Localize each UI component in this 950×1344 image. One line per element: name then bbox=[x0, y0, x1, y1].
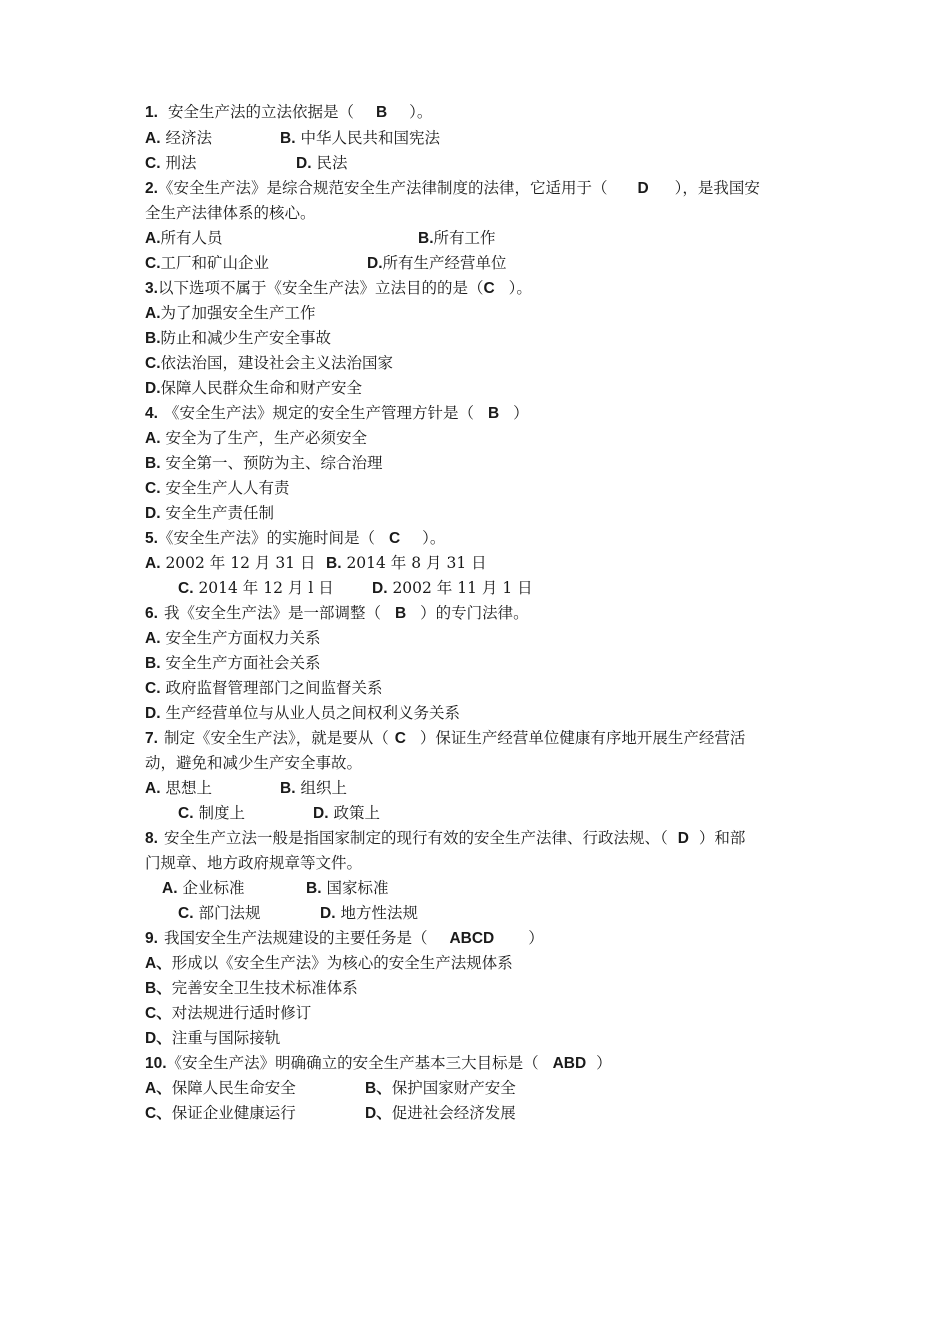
answer: ABCD bbox=[449, 930, 495, 947]
question-9 bbox=[145, 928, 544, 949]
options-row bbox=[326, 553, 487, 574]
options-row bbox=[145, 778, 212, 799]
option-text: 企业标准 bbox=[182, 879, 245, 897]
question-7-continued bbox=[145, 753, 362, 773]
option-label: B. bbox=[280, 780, 296, 797]
option-label: D、 bbox=[365, 1105, 392, 1122]
option-label: C、 bbox=[145, 1105, 172, 1122]
options-row bbox=[365, 1103, 516, 1124]
option-text: 保证企业健康运行 bbox=[171, 1104, 296, 1122]
options-row bbox=[320, 903, 418, 924]
option-label: B. bbox=[145, 655, 161, 672]
option-text: 经济法 bbox=[165, 129, 212, 147]
option-line bbox=[145, 353, 393, 374]
options-row bbox=[145, 253, 269, 274]
question-8-continued bbox=[145, 853, 362, 873]
option-label: A. bbox=[145, 780, 161, 797]
options-row bbox=[296, 153, 347, 174]
question-1 bbox=[145, 102, 432, 123]
question-text-end: ）的专门法律。 bbox=[420, 604, 529, 622]
question-2 bbox=[145, 178, 760, 199]
question-text: 以下选项不属于《安全生产法》立法目的的是（ bbox=[157, 279, 484, 297]
question-number: 6. bbox=[145, 605, 158, 622]
question-6 bbox=[145, 603, 529, 624]
option-label: A. bbox=[145, 305, 161, 322]
question-text: 安全生产法的立法依据是（ bbox=[167, 103, 354, 121]
question-text-end: ） bbox=[596, 1054, 612, 1072]
question-number: 7. bbox=[145, 730, 158, 747]
option-text: 制度上 bbox=[198, 804, 245, 822]
option-label: B. bbox=[326, 555, 342, 572]
options-row bbox=[372, 578, 533, 599]
option-text: 中华人民共和国宪法 bbox=[300, 129, 440, 147]
answer: B bbox=[375, 104, 388, 121]
option-text: 2002 年 11 月 1 日 bbox=[392, 579, 533, 597]
option-text: 所有工作 bbox=[433, 229, 496, 247]
option-line bbox=[145, 303, 316, 324]
options-row bbox=[145, 1103, 296, 1124]
question-text-end: ） bbox=[513, 404, 529, 422]
question-number: 2. bbox=[145, 180, 158, 197]
question-text-end: ）和部 bbox=[698, 829, 746, 847]
option-text: 2002 年 12 月 31 日 bbox=[165, 554, 316, 572]
answer: ABD bbox=[552, 1055, 587, 1072]
option-text: 刑法 bbox=[165, 154, 197, 172]
option-label: D. bbox=[320, 905, 336, 922]
option-text: 生产经营单位与从业人员之间权利义务关系 bbox=[165, 704, 460, 722]
question-text: 动，避免和减少生产安全事故。 bbox=[145, 754, 363, 772]
option-label: A. bbox=[145, 555, 161, 572]
question-number: 3. bbox=[145, 280, 158, 297]
option-label: D. bbox=[145, 505, 161, 522]
option-label: D. bbox=[372, 580, 388, 597]
option-label: A、 bbox=[145, 1080, 172, 1097]
option-text: 依法治国，建设社会主义法治国家 bbox=[160, 354, 394, 372]
option-label: C. bbox=[145, 355, 161, 372]
question-text: 我国安全生产法规建设的主要任务是（ bbox=[163, 929, 428, 947]
options-row bbox=[145, 128, 212, 149]
option-text: 2014 年 12 月 l 日 bbox=[198, 579, 334, 597]
question-text: 《安全生产法》是综合规范安全生产法律制度的法律，它适用于（ bbox=[157, 179, 608, 197]
option-label: B. bbox=[145, 455, 161, 472]
options-row bbox=[306, 878, 388, 899]
options-row bbox=[418, 228, 496, 249]
options-row bbox=[367, 253, 507, 274]
option-text: 工厂和矿山企业 bbox=[160, 254, 270, 272]
question-text: 全生产法律体系的核心。 bbox=[145, 204, 316, 222]
options-row bbox=[178, 578, 334, 599]
option-text: 保障人民群众生命和财产安全 bbox=[160, 379, 363, 397]
question-5 bbox=[145, 528, 445, 549]
question-text-end: ）。 bbox=[508, 279, 532, 297]
option-text: 政府监督管理部门之间监督关系 bbox=[165, 679, 383, 697]
option-text: 组织上 bbox=[300, 779, 347, 797]
option-text: 思想上 bbox=[165, 779, 212, 797]
question-text: 《安全生产法》明确确立的安全生产基本三大目标是（ bbox=[166, 1054, 539, 1072]
option-label: B. bbox=[145, 330, 161, 347]
question-text: 我《安全生产法》是一部调整（ bbox=[163, 604, 381, 622]
question-text: 《安全生产法》的实施时间是（ bbox=[157, 529, 375, 547]
option-text: 安全生产方面社会关系 bbox=[165, 654, 321, 672]
option-line bbox=[145, 1028, 280, 1049]
options-row bbox=[280, 128, 440, 149]
option-line bbox=[145, 428, 367, 449]
question-text-end: ）。 bbox=[422, 529, 446, 547]
option-line bbox=[145, 328, 331, 349]
options-row bbox=[178, 803, 245, 824]
option-text: 防止和减少生产安全事故 bbox=[160, 329, 332, 347]
question-number: 8. bbox=[145, 830, 158, 847]
option-label: A、 bbox=[145, 955, 172, 972]
option-line bbox=[145, 653, 320, 674]
option-line bbox=[145, 628, 320, 649]
option-label: C. bbox=[145, 255, 161, 272]
option-label: A. bbox=[162, 880, 178, 897]
options-row bbox=[162, 878, 244, 899]
option-text: 形成以《安全生产法》为核心的安全生产法规体系 bbox=[171, 954, 513, 972]
question-text-end: ），是我国安 bbox=[674, 179, 760, 197]
question-number: 1. bbox=[145, 104, 158, 121]
question-text-end: ）保证生产经营单位健康有序地开展生产经营活 bbox=[419, 729, 746, 747]
question-number: 10. bbox=[145, 1055, 167, 1072]
question-text-end: ）。 bbox=[409, 103, 433, 121]
option-label: A. bbox=[145, 130, 161, 147]
option-text: 部门法规 bbox=[198, 904, 261, 922]
question-text: 门规章、地方政府规章等文件。 bbox=[145, 854, 363, 872]
answer: B bbox=[487, 405, 500, 422]
option-line bbox=[145, 453, 382, 474]
options-row bbox=[145, 1078, 296, 1099]
options-row bbox=[145, 553, 315, 574]
option-label: B. bbox=[280, 130, 296, 147]
option-label: C. bbox=[178, 805, 194, 822]
option-label: D、 bbox=[145, 1030, 172, 1047]
option-text: 安全生产人人有责 bbox=[165, 479, 290, 497]
option-label: C. bbox=[145, 155, 161, 172]
question-number: 4. bbox=[145, 405, 158, 422]
option-text: 政策上 bbox=[333, 804, 380, 822]
options-row bbox=[145, 228, 223, 249]
option-text: 安全第一、预防为主、综合治理 bbox=[165, 454, 383, 472]
answer: D bbox=[637, 180, 649, 197]
option-text: 完善安全卫生技术标准体系 bbox=[171, 979, 358, 997]
option-text: 安全生产责任制 bbox=[165, 504, 274, 522]
question-3 bbox=[145, 278, 532, 299]
option-label: A. bbox=[145, 630, 161, 647]
option-text: 2014 年 8 月 31 日 bbox=[346, 554, 487, 572]
option-text: 民法 bbox=[316, 154, 348, 172]
option-label: A. bbox=[145, 430, 161, 447]
option-label: C. bbox=[145, 680, 161, 697]
option-text: 为了加强安全生产工作 bbox=[160, 304, 316, 322]
option-label: B. bbox=[418, 230, 434, 247]
option-text: 安全生产方面权力关系 bbox=[165, 629, 321, 647]
option-line bbox=[145, 378, 362, 399]
option-label: D. bbox=[313, 805, 329, 822]
option-label: D. bbox=[145, 705, 161, 722]
option-label: C、 bbox=[145, 1005, 172, 1022]
option-line bbox=[145, 678, 382, 699]
question-7 bbox=[145, 728, 745, 749]
options-row bbox=[145, 153, 196, 174]
question-2-continued bbox=[145, 203, 316, 223]
question-number: 9. bbox=[145, 930, 158, 947]
option-line bbox=[145, 478, 289, 499]
question-4 bbox=[145, 403, 529, 424]
option-label: A. bbox=[145, 230, 161, 247]
answer: D bbox=[677, 830, 689, 847]
option-text: 所有生产经营单位 bbox=[382, 254, 507, 272]
option-text: 所有人员 bbox=[160, 229, 223, 247]
option-label: C. bbox=[145, 480, 161, 497]
option-label: D. bbox=[296, 155, 312, 172]
answer: C bbox=[388, 530, 401, 547]
option-label: D. bbox=[367, 255, 383, 272]
options-row bbox=[178, 903, 260, 924]
option-text: 国家标准 bbox=[326, 879, 389, 897]
option-text: 保护国家财产安全 bbox=[391, 1079, 516, 1097]
option-text: 安全为了生产，生产必须安全 bbox=[165, 429, 367, 447]
option-text: 对法规进行适时修订 bbox=[171, 1004, 312, 1022]
question-number: 5. bbox=[145, 530, 158, 547]
option-text: 保障人民生命安全 bbox=[171, 1079, 296, 1097]
option-label: C. bbox=[178, 580, 194, 597]
option-line bbox=[145, 978, 358, 999]
option-label: B. bbox=[306, 880, 322, 897]
question-text: 安全生产立法一般是指国家制定的现行有效的安全生产法律、行政法规、（ bbox=[163, 829, 668, 847]
answer: B bbox=[394, 605, 407, 622]
option-text: 促进社会经济发展 bbox=[391, 1104, 516, 1122]
option-label: B、 bbox=[145, 980, 172, 997]
question-text: 制定《安全生产法》，就是要从（ bbox=[163, 729, 389, 747]
options-row bbox=[365, 1078, 516, 1099]
answer: C bbox=[483, 280, 495, 297]
option-line bbox=[145, 953, 513, 974]
answer: C bbox=[394, 730, 406, 747]
option-line bbox=[145, 703, 460, 724]
question-text-end: ） bbox=[528, 929, 544, 947]
question-8 bbox=[145, 828, 745, 849]
question-text: 《安全生产法》规定的安全生产管理方针是（ bbox=[163, 404, 474, 422]
option-label: B、 bbox=[365, 1080, 392, 1097]
question-10 bbox=[145, 1053, 612, 1074]
option-label: C. bbox=[178, 905, 194, 922]
option-line bbox=[145, 503, 274, 524]
option-text: 注重与国际接轨 bbox=[171, 1029, 281, 1047]
option-line bbox=[145, 1003, 311, 1024]
option-text: 地方性法规 bbox=[340, 904, 418, 922]
options-row bbox=[280, 778, 347, 799]
option-label: D. bbox=[145, 380, 161, 397]
options-row bbox=[313, 803, 380, 824]
